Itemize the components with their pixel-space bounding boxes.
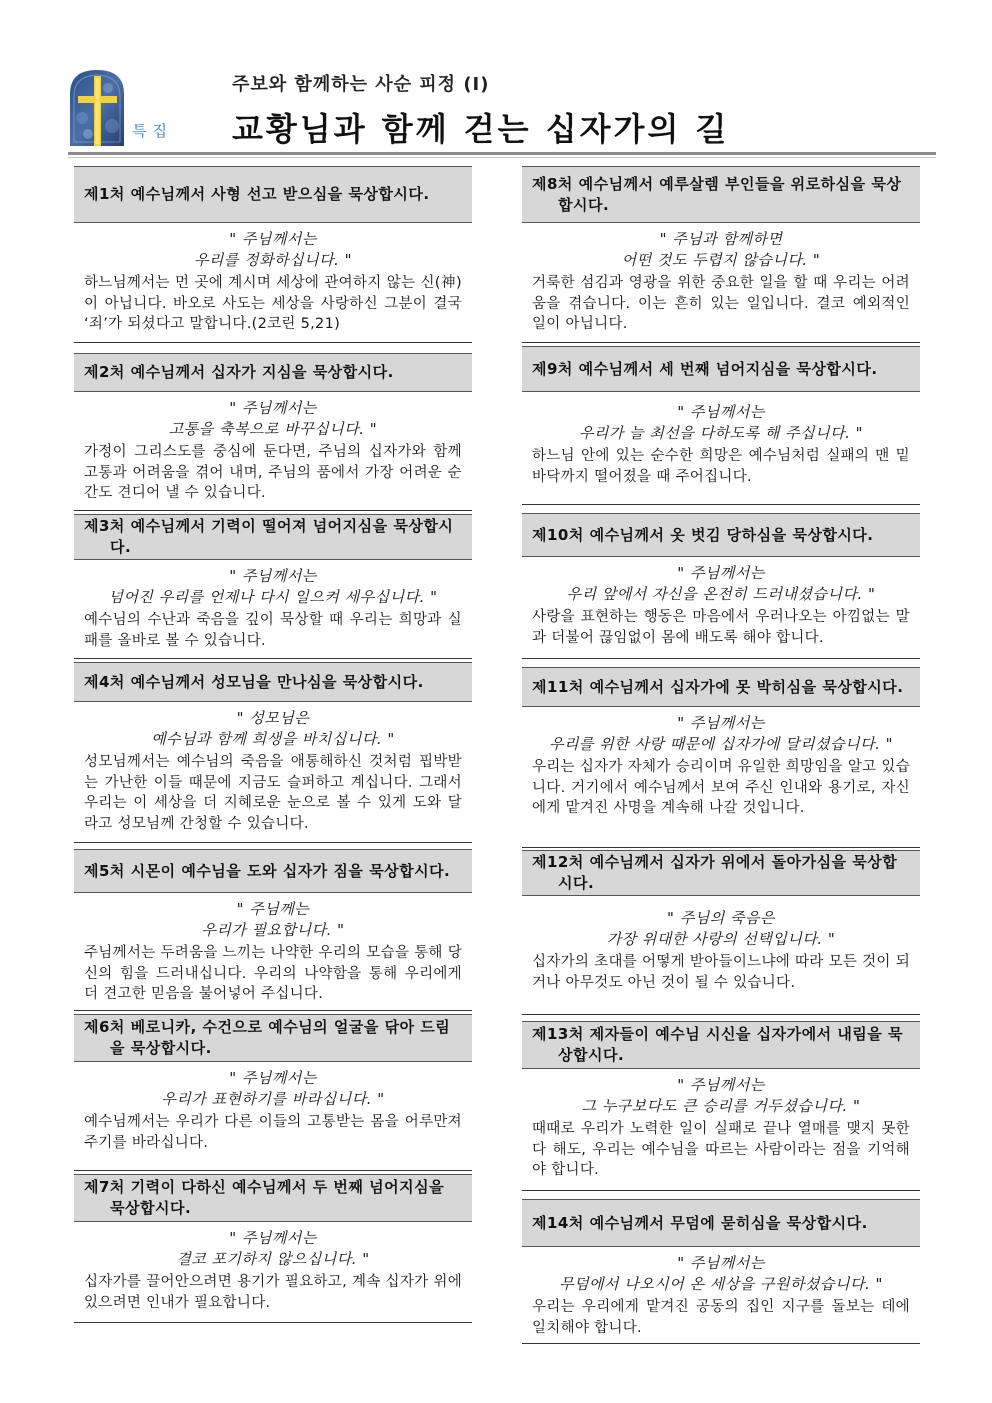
station-body: [522, 223, 920, 343]
station-heading: 제2처 예수님께서 십자가 지심을 묵상합시다.: [74, 353, 472, 392]
station-heading: 제13처 제자들이 예수님 시신을 십자가에서 내림을 묵상합시다.: [522, 1021, 920, 1069]
station-body: [74, 392, 472, 511]
station-quote: " 주님께서는 우리가 늘 최선을 다하도록 해 주십니다. ": [578, 403, 864, 442]
station-quote: " 주님께는 우리가 필요합니다. ": [201, 900, 345, 939]
station-reflection: 거룩한 섬김과 영광을 위한 중요한 일을 할 때 우리는 어려움을 겪습니다. 이는 흔히 있는 일입니다. 결코 예외적인 일이 아닙니다.: [532, 275, 910, 332]
station-8: [522, 166, 920, 343]
station-reflection: 가정이 그리스도를 중심에 둔다면, 주님의 십자가와 함께 고통과 어려움을 겪어 내며, 주님의 품에서 가장 어려운 순간도 견디어 낼 수 있습니다.: [84, 444, 462, 501]
section-label: 특집: [132, 122, 173, 140]
station-body: [74, 1062, 472, 1171]
station-heading: 제4처 예수님께서 성모님을 만나심을 묵상합시다.: [74, 662, 472, 702]
station-body: [522, 896, 920, 1015]
station-reflection: 예수님의 수난과 죽음을 깊이 묵상할 때 우리는 희망과 실패를 올바로 볼 수 있습니다.: [84, 612, 462, 649]
station-quote: " 주님께서는 우리를 위한 사랑 때문에 십자가에 달리셨습니다. ": [548, 714, 894, 753]
station-reflection: 성모님께서는 예수님의 죽음을 애통해하신 것처럼 핍박받는 가난한 이들 때문에 지금도 슬퍼하고 계십니다. 그래서 우리는 이 세상을 더 지혜로운 눈으로 볼 수 있게 도와 달라고 성모님께 간청할 수 있습니다.: [84, 754, 462, 832]
station-7: [74, 1174, 472, 1323]
station-reflection: 우리는 우리에게 맡겨진 공동의 집인 지구를 돌보는 데에 일치해야 합니다.: [532, 1299, 910, 1336]
left-column: [74, 166, 472, 1323]
station-heading: 제12처 예수님께서 십자가 위에서 돌아가심을 묵상합시다.: [522, 850, 920, 896]
station-body: [74, 1222, 472, 1323]
station-heading: 제5처 시몬이 예수님을 도와 십자가 짐을 묵상합시다.: [74, 849, 472, 893]
station-reflection: 십자가를 끌어안으려면 용기가 필요하고, 계속 십자가 위에 있으려면 인내가 필요합니다.: [84, 1274, 462, 1311]
station-heading: 제10처 예수님께서 옷 벗김 당하심을 묵상합시다.: [522, 513, 920, 557]
station-quote: " 주님께서는 넘어진 우리를 언제나 다시 일으켜 세우십니다. ": [108, 567, 438, 606]
station-6: [74, 1014, 472, 1171]
station-body: [522, 1069, 920, 1191]
station-reflection: 예수님께서는 우리가 다른 이들의 고통받는 몸을 어루만져 주기를 바라십니다.: [84, 1114, 462, 1151]
station-13: [522, 1021, 920, 1191]
station-heading: 제14처 예수님께서 무덤에 묻히심을 묵상합시다.: [522, 1199, 920, 1247]
station-quote: " 주님의 죽음은 가장 위대한 사랑의 선택입니다. ": [606, 909, 836, 948]
station-heading: 제11처 예수님께서 십자가에 못 박히심을 묵상합시다.: [522, 667, 920, 707]
station-quote: " 주님께서는 고통을 축복으로 바꾸십니다. ": [168, 399, 378, 438]
station-quote: " 주님께서는 우리가 표현하기를 바라십니다. ": [161, 1069, 385, 1108]
header-divider: [68, 152, 936, 155]
station-reflection: 우리는 십자가 자체가 승리이며 유일한 희망임을 알고 있습니다. 거기에서 예수님께서 보여 주신 인내와 용기로, 자신에게 맡겨진 사명을 계속해 나갈 것입니다.: [532, 759, 910, 816]
station-quote: " 주님과 함께하면 어떤 것도 두렵지 않습니다. ": [621, 230, 821, 269]
station-body: [522, 707, 920, 848]
station-body: [74, 223, 472, 343]
station-quote: " 주님께서는 그 누구보다도 큰 승리를 거두셨습니다. ": [581, 1076, 861, 1115]
station-body: [74, 702, 472, 843]
station-reflection: 때때로 우리가 노력한 일이 실패로 끝나 열매를 맺지 못한다 해도, 우리는 예수님을 따르는 사람이라는 점을 기억해야 합니다.: [532, 1121, 910, 1178]
station-heading: 제6처 베로니카, 수건으로 예수님의 얼굴을 닦아 드림을 묵상합시다.: [74, 1014, 472, 1062]
station-5: [74, 849, 472, 1011]
station-1: [74, 166, 472, 343]
page-subtitle: 주보와 함께하는 사순 피정 (I): [232, 74, 490, 95]
station-quote: " 주님께서는 우리를 정화하십니다. ": [193, 230, 353, 269]
station-reflection: 십자가의 초대를 어떻게 받아들이느냐에 따라 모든 것이 되거나 아무것도 아닌 것이 될 수 있습니다.: [532, 954, 910, 991]
station-10: [522, 513, 920, 659]
station-heading: 제1처 예수님께서 사형 선고 받으심을 묵상합시다.: [74, 166, 472, 223]
station-body: [522, 557, 920, 659]
station-4: [74, 662, 472, 843]
station-11: [522, 667, 920, 848]
station-heading: 제8처 예수님께서 예루살렘 부인들을 위로하심을 묵상합시다.: [522, 166, 920, 223]
cross-window-icon: [68, 68, 126, 146]
station-9: [522, 346, 920, 505]
station-quote: " 주님께서는 무덤에서 나오시어 온 세상을 구원하셨습니다. ": [559, 1254, 883, 1293]
station-body: [74, 560, 472, 659]
station-reflection: 하느님께서는 먼 곳에 계시며 세상에 관여하지 않는 신(神)이 아닙니다. 바오로 사도는 세상을 사랑하신 그분이 결국 ‘죄’가 되셨다고 말합니다.(2코린 5,21): [84, 275, 462, 332]
station-quote: " 주님께서는 결코 포기하지 않으십니다. ": [176, 1229, 370, 1268]
station-quote: " 성모님은 예수님과 함께 희생을 바치십니다. ": [151, 709, 395, 748]
station-3: [74, 514, 472, 659]
station-heading: 제7처 기력이 다하신 예수님께서 두 번째 넘어지심을 묵상합시다.: [74, 1174, 472, 1222]
station-reflection: 주님께서는 두려움을 느끼는 나약한 우리의 모습을 통해 당신의 힘을 드러내십니다. 우리의 나약함을 통해 우리에게 더 견고한 믿음을 불어넣어 주십니다.: [84, 945, 462, 1002]
station-body: [522, 392, 920, 505]
header-divider-thin: [68, 157, 936, 158]
station-14: [522, 1199, 920, 1344]
station-quote: " 주님께서는 우리 앞에서 자신을 온전히 드러내셨습니다. ": [566, 564, 876, 603]
station-body: [74, 893, 472, 1011]
station-body: [522, 1247, 920, 1344]
station-2: [74, 353, 472, 511]
right-column: [522, 166, 920, 1344]
station-heading: 제9처 예수님께서 세 번째 넘어지심을 묵상합시다.: [522, 346, 920, 392]
page-title: 교황님과 함께 걷는 십자가의 길: [232, 110, 730, 148]
station-12: [522, 850, 920, 1015]
page-header: [68, 66, 936, 156]
station-reflection: 하느님 안에 있는 순수한 희망은 예수님처럼 실패의 맨 밑바닥까지 떨어졌을 때 주어집니다.: [532, 448, 910, 485]
station-reflection: 사랑을 표현하는 행동은 마음에서 우러나오는 아낌없는 말과 더불어 끊임없이 몸에 배도록 해야 합니다.: [532, 609, 910, 646]
station-heading: 제3처 예수님께서 기력이 떨어져 넘어지심을 묵상합시다.: [74, 514, 472, 560]
